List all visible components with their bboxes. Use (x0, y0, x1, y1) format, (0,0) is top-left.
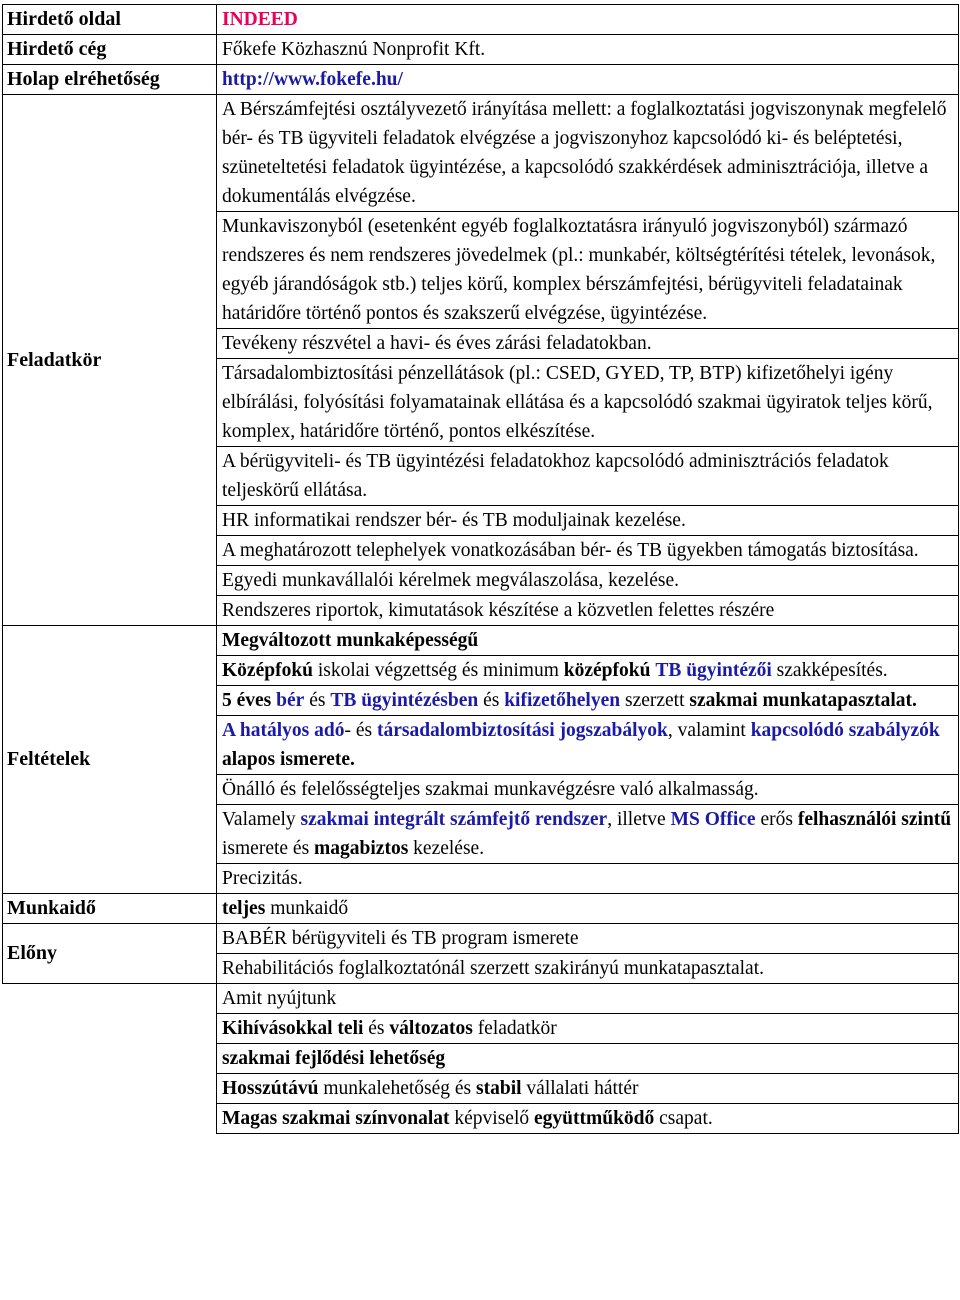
offer-item: Magas szakmai színvonalat képviselő együttműködő csapat. (222, 1108, 713, 1129)
advantage-item: BABÉR bérügyviteli és TB program ismerete (217, 924, 958, 954)
requirement-item: Önálló és felelősségteljes szakmai munkavégzésre való alkalmasság. (217, 775, 958, 805)
requirement-item: A hatályos adó- és társadalombiztosítási jogszabályok, valamint kapcsolódó szabályzók alapos ismerete. (217, 716, 958, 775)
row-advantage (3, 924, 959, 984)
advantage-item: Rehabilitációs foglalkoztatónál szerzett szakirányú munkatapasztalat. (222, 958, 764, 979)
duty-item: Tevékeny részvétel a havi- és éves zárási feladatokban. (217, 329, 958, 359)
row-advertiser-site (3, 5, 959, 35)
website-label: Holap elréhetőség (3, 65, 217, 95)
duties-list (217, 95, 959, 626)
row-requirements (3, 626, 959, 894)
requirements-label: Feltételek (3, 626, 217, 894)
offer-item: Hosszútávú munkalehetőség és stabil vállalati háttér (217, 1074, 958, 1104)
advantage-list (217, 924, 959, 984)
requirements-list (217, 626, 959, 894)
row-duties (3, 95, 959, 626)
requirement-item: Precizitás. (222, 868, 303, 889)
offer-empty-cell (3, 984, 217, 1134)
advertiser-site-label: Hirdető oldal (3, 5, 217, 35)
advertiser-company-label: Hirdető cég (3, 35, 217, 65)
row-website (3, 65, 959, 95)
requirement-item: 5 éves bér és TB ügyintézésben és kifizetőhelyen szerzett szakmai munkatapasztalat. (217, 686, 958, 716)
requirement-item: Megváltozott munkaképességű (217, 626, 958, 656)
duty-item: HR informatikai rendszer bér- és TB moduljainak kezelése. (217, 506, 958, 536)
duty-item: Rendszeres riportok, kimutatások készítése a közvetlen felettes részére (222, 600, 775, 621)
duty-item: A Bérszámfejtési osztályvezető irányítása mellett: a foglalkoztatási jogviszonynak megfelelő bér- és TB ügyviteli feladatok elvégzése a jogviszonyhoz kapcsolódó ki- és beléptetési, szüneteltetési feladatok ügyintézése, a kapcsolódó szakkérdések adminisztrációja, illetve a dokumentálás elvégzése. (217, 95, 958, 212)
offer-list (217, 984, 959, 1134)
requirement-item: Középfokú iskolai végzettség és minimum középfokú TB ügyintézői szakképesítés. (217, 656, 958, 686)
duty-item: Munkaviszonyból (esetenként egyéb foglalkoztatásra irányuló jogviszonyból) származó rendszeres és nem rendszeres jövedelmek (pl.: munkabér, költségtérítési tételek, levonások, egyéb járandóságok stb.) teljes körű, komplex bérszámfejtési, bérügyviteli feladatainak határidőre történő pontos és szakszerű elvégzése, ügyintézése. (217, 212, 958, 329)
offer-item: szakmai fejlődési lehetőség (217, 1044, 958, 1074)
duty-item: A bérügyviteli- és TB ügyintézési feladatokhoz kapcsolódó adminisztrációs feladatok teljeskörű ellátása. (217, 447, 958, 506)
row-offer (3, 984, 959, 1134)
duty-item: Társadalombiztosítási pénzellátások (pl.: CSED, GYED, TP, BTP) kifizetőhelyi igény elbírálási, folyósítási folyamatainak ellátása és a kapcsolódó szakmai ügyiratok teljes körű, komplex, határidőre történő, pontos elkészítése. (217, 359, 958, 447)
offer-title: Amit nyújtunk (217, 984, 958, 1014)
advertiser-company-value: Főkefe Közhasznú Nonprofit Kft. (217, 35, 959, 65)
duties-label: Feladatkör (3, 95, 217, 626)
site-name: INDEED (222, 9, 298, 30)
website-link[interactable]: http://www.fokefe.hu/ (222, 69, 403, 90)
row-advertiser-company (3, 35, 959, 65)
requirement-item: Valamely szakmai integrált számfejtő rendszer, illetve MS Office erős felhasználói szintű ismerete és magabiztos kezelése. (217, 805, 958, 864)
duty-item: Egyedi munkavállalói kérelmek megválaszolása, kezelése. (217, 566, 958, 596)
advantage-label: Előny (3, 924, 217, 984)
offer-item: Kihívásokkal teli és változatos feladatkör (217, 1014, 958, 1044)
worktime-label: Munkaidő (3, 894, 217, 924)
worktime-value: teljes munkaidő (217, 894, 959, 924)
website-value (217, 65, 959, 95)
advertiser-site-value (217, 5, 959, 35)
job-posting-table (2, 4, 959, 1134)
row-worktime (3, 894, 959, 924)
duty-item: A meghatározott telephelyek vonatkozásában bér- és TB ügyekben támogatás biztosítása. (217, 536, 958, 566)
